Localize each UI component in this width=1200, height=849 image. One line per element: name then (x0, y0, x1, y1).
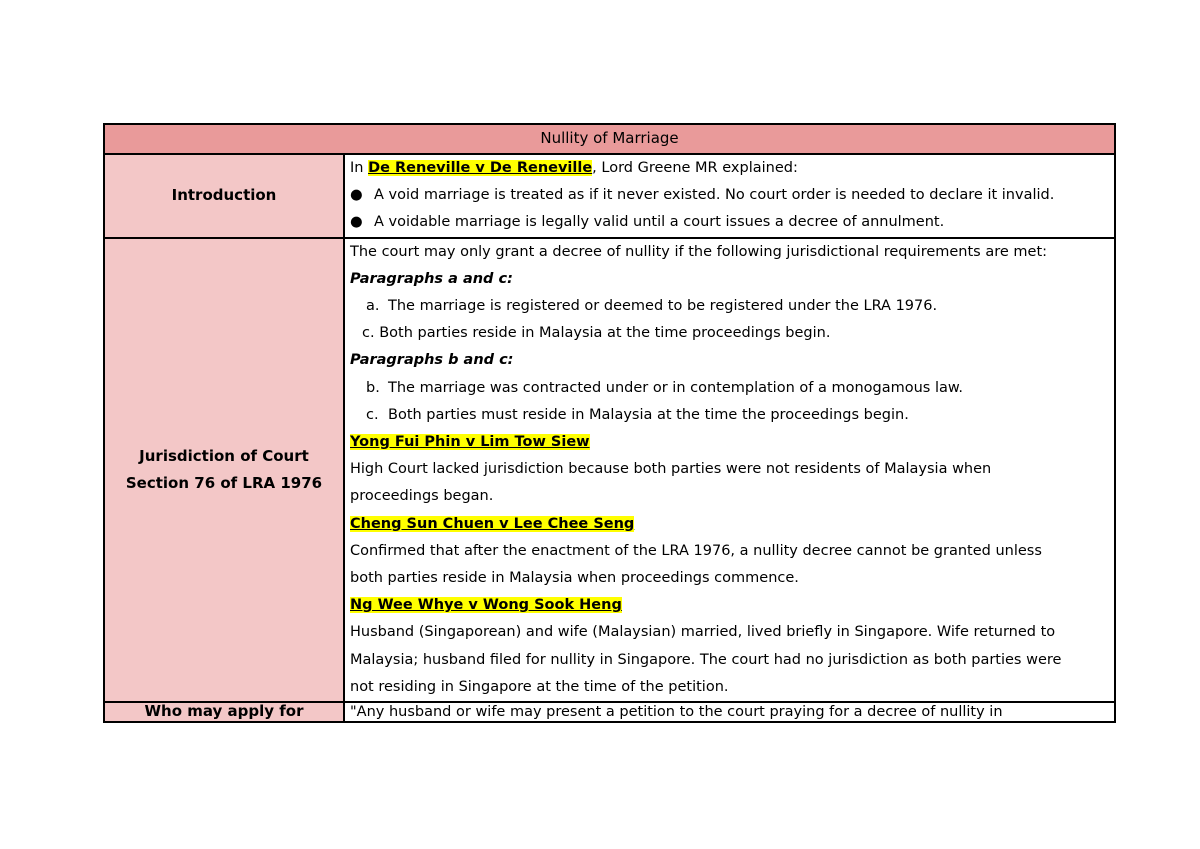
row-label-jurisdiction: Jurisdiction of Court Section 76 of LRA 1976 (104, 238, 344, 702)
case-heading (350, 511, 1114, 538)
case-text: proceedings began. (350, 488, 494, 505)
row-label-who-may-apply: Who may apply for (104, 702, 344, 722)
table-row-jurisdiction (104, 238, 1115, 702)
list-item: c. Both parties must reside in Malaysia at the time the proceedings begin. (366, 406, 909, 423)
case-de-reneville: De Reneville v De Reneville (368, 160, 593, 176)
case-cheng-sun-chuen: Cheng Sun Chuen v Lee Chee Seng (350, 515, 635, 532)
case-text: High Court lacked jurisdiction because both parties were not residents of Malaysia when (350, 461, 992, 478)
case-text: Husband (Singaporean) and wife (Malaysian) married, lived briefly in Singapore. Wife returned to (350, 624, 1056, 641)
who-may-apply-content: "Any husband or wife may present a petition to the court praying for a decree of nullity in (344, 702, 1115, 722)
case-yong-fui-phin: Yong Fui Phin v Lim Tow Siew (350, 434, 590, 451)
case-ng-wee-whye: Ng Wee Whye v Wong Sook Heng (350, 597, 622, 614)
case-text: Malaysia; husband filed for nullity in Singapore. The court had no jurisdiction as both parties were (350, 651, 1062, 668)
jurisdiction-intro: The court may only grant a decree of nullity if the following jurisdictional requirements are met: (350, 243, 1048, 260)
case-heading (350, 592, 1114, 619)
table-title-row (104, 124, 1115, 154)
introduction-content (344, 154, 1115, 238)
case-heading (350, 429, 1114, 456)
paragraphs-b-c-heading: Paragraphs b and c: (350, 352, 514, 369)
paragraphs-a-c-heading: Paragraphs a and c: (350, 270, 513, 287)
nullity-table (103, 123, 1116, 723)
case-text: not residing in Singapore at the time of the petition. (350, 678, 729, 695)
list-item: c. Both parties reside in Malaysia at the time proceedings begin. (362, 325, 831, 342)
bullet-icon: ● (350, 214, 363, 231)
case-text: Confirmed that after the enactment of the LRA 1976, a nullity decree cannot be granted unless (350, 542, 1042, 559)
table-row-who-may-apply (104, 702, 1115, 722)
jurisdiction-content (344, 238, 1115, 702)
table-title: Nullity of Marriage (104, 124, 1115, 154)
bullet-icon: ● (350, 187, 363, 204)
row-label-introduction: Introduction (104, 154, 344, 238)
case-text: both parties reside in Malaysia when proceedings commence. (350, 570, 799, 587)
introduction-bullet-1: ● A void marriage is treated as if it never existed. No court order is needed to declare it invalid. (350, 182, 1114, 209)
list-item: b. The marriage was contracted under or in contemplation of a monogamous law. (366, 379, 964, 396)
list-item: a. The marriage is registered or deemed to be registered under the LRA 1976. (366, 298, 938, 315)
table-row-introduction (104, 154, 1115, 238)
introduction-bullet-2: ● A voidable marriage is legally valid until a court issues a decree of annulment. (350, 209, 1114, 236)
introduction-lead: In De Reneville v De Reneville, Lord Greene MR explained: (350, 160, 798, 176)
